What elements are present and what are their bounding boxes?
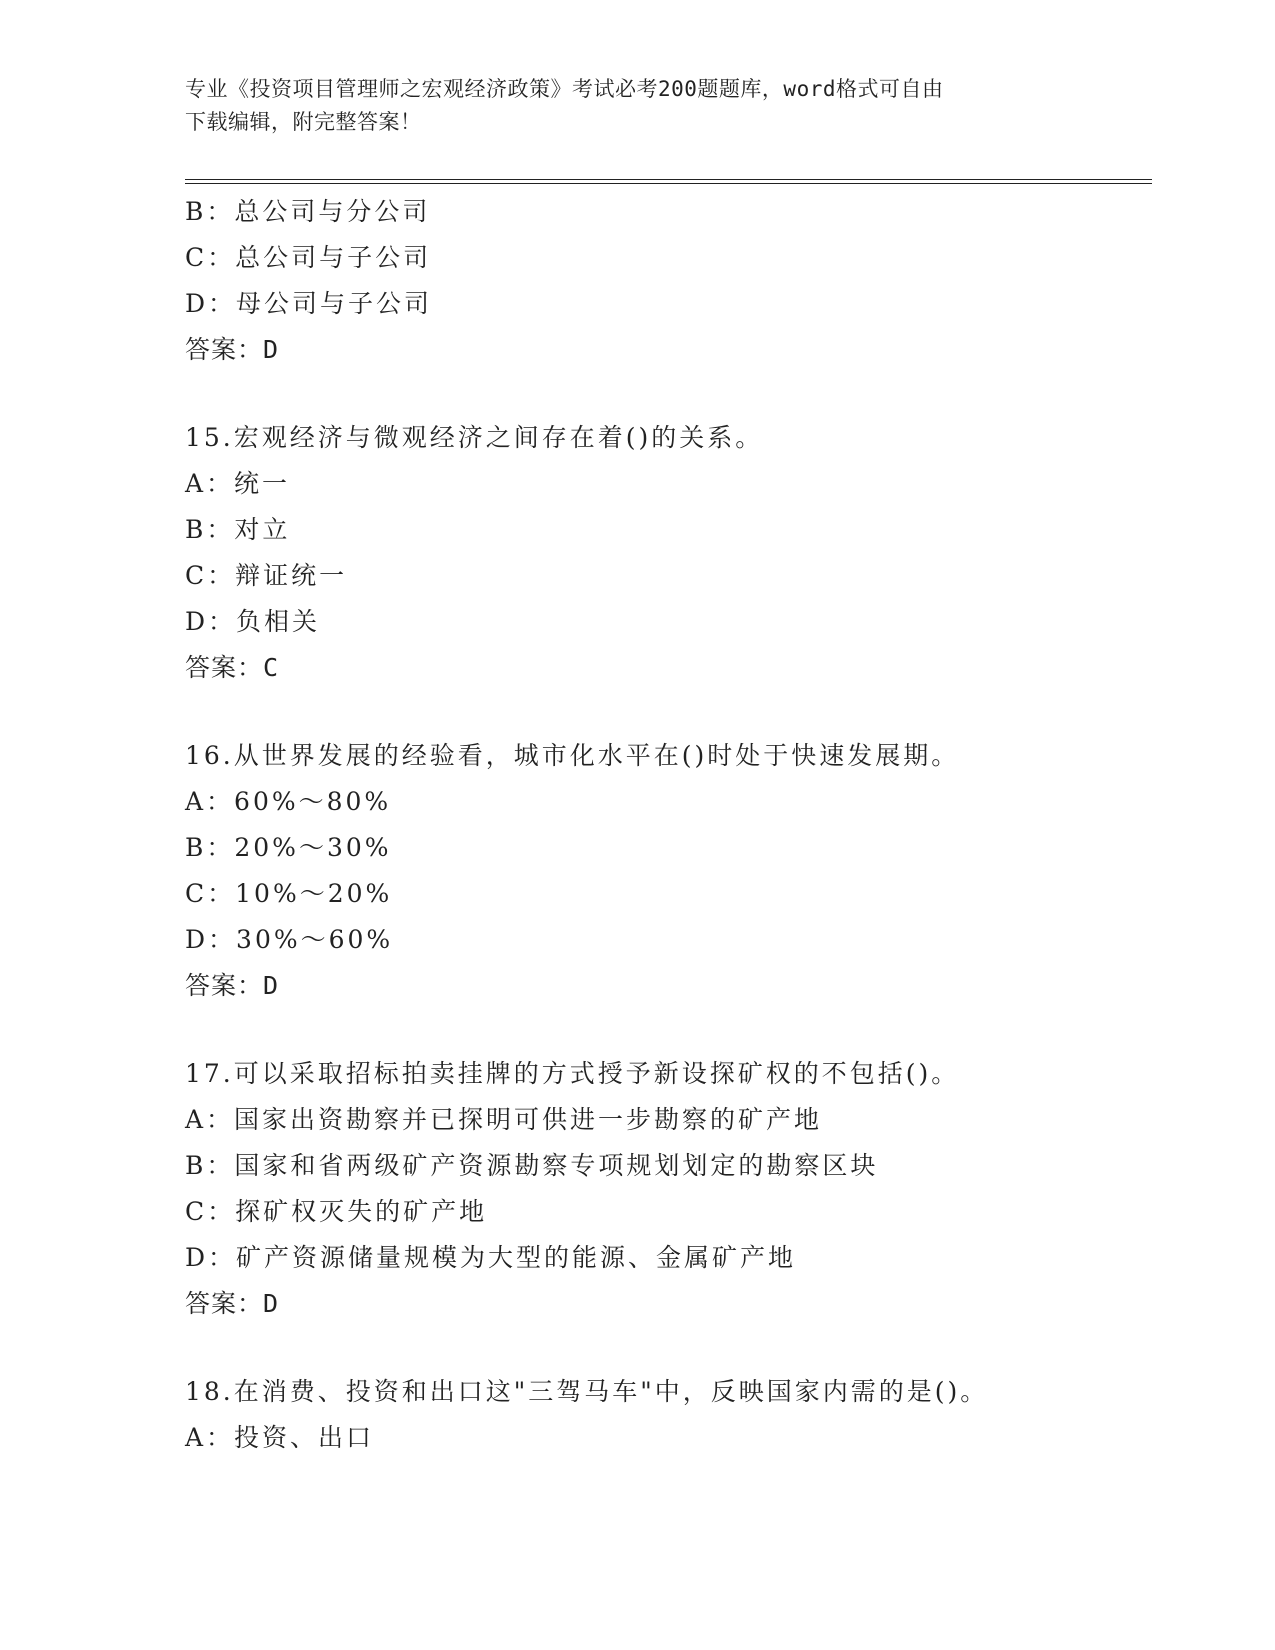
header-line-1: 专业《投资项目管理师之宏观经济政策》考试必考200题题库，word格式可自由	[185, 77, 944, 101]
question-list	[185, 189, 1145, 1461]
option-c: C：辩证统一	[185, 561, 348, 590]
answer-line: 答案：D	[185, 971, 280, 1000]
question-block	[185, 189, 1145, 373]
option-d: D：母公司与子公司	[185, 289, 433, 318]
header-divider-bottom	[185, 183, 1152, 184]
question-block	[185, 1369, 1145, 1461]
option-d: D：负相关	[185, 607, 321, 636]
option-c: C：10%～20%	[185, 879, 393, 908]
option-c: C：探矿权灭失的矿产地	[185, 1197, 488, 1226]
option-b: B：对立	[185, 515, 291, 544]
option-a: A：投资、出口	[185, 1423, 375, 1452]
option-b: B：国家和省两级矿产资源勘察专项规划划定的勘察区块	[185, 1151, 879, 1180]
option-a: A：国家出资勘察并已探明可供进一步勘察的矿产地	[185, 1105, 823, 1134]
option-a: A：60%～80%	[185, 787, 392, 816]
option-a: A：统一	[185, 469, 291, 498]
question-text: 17.可以采取招标拍卖挂牌的方式授予新设探矿权的不包括()。	[185, 1059, 960, 1088]
question-text: 16.从世界发展的经验看，城市化水平在()时处于快速发展期。	[185, 741, 960, 770]
header-divider-top	[185, 179, 1152, 180]
option-b: B：20%～30%	[185, 833, 392, 862]
answer-line: 答案：D	[185, 335, 280, 364]
option-b: B：总公司与分公司	[185, 197, 431, 226]
header-line-2: 下载编辑，附完整答案！	[185, 110, 422, 134]
option-d: D：30%～60%	[185, 925, 394, 954]
option-c: C：总公司与子公司	[185, 243, 432, 272]
question-text: 15.宏观经济与微观经济之间存在着()的关系。	[185, 423, 764, 452]
document-header	[185, 73, 1085, 139]
answer-line: 答案：C	[185, 653, 280, 682]
question-block	[185, 415, 1145, 691]
option-d: D：矿产资源储量规模为大型的能源、金属矿产地	[185, 1243, 797, 1272]
answer-line: 答案：D	[185, 1289, 280, 1318]
question-text: 18.在消费、投资和出口这"三驾马车"中，反映国家内需的是()。	[185, 1377, 989, 1406]
question-block	[185, 1051, 1145, 1327]
question-block	[185, 733, 1145, 1009]
